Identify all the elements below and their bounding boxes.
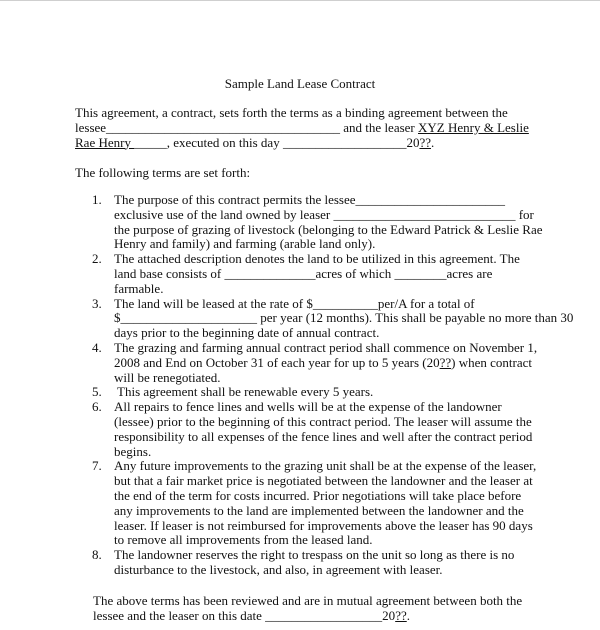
term-item-5 — [92, 385, 532, 400]
term-line: any improvements to the land are implemented between the landowner and the — [114, 502, 524, 518]
term-line: days prior to the beginning date of annual contract. — [114, 325, 380, 341]
term-4-year-blank: ?? — [439, 354, 452, 370]
term-item-6 — [92, 400, 532, 459]
document-title: Sample Land Lease Contract — [224, 76, 376, 91]
term-item-3 — [92, 295, 574, 341]
terms-list — [92, 192, 574, 578]
term-line: Henry and family) and farming (arable land only). — [114, 236, 376, 252]
executed-date-text: _____, executed on this day ___________________20 — [134, 134, 420, 150]
closing-paragraph — [93, 594, 553, 624]
year-blank: ?? — [419, 134, 431, 150]
term-4-line-2-suffix: ) when contract — [451, 354, 533, 370]
term-line: The landowner reserves the right to trespass on the unit so long as there is no — [114, 547, 515, 563]
term-line: The grazing and farming annual contract period shall commence on November 1, — [114, 339, 538, 355]
intro-paragraph — [75, 106, 545, 150]
term-number: 5. — [92, 384, 102, 400]
intro-line-2 — [75, 121, 545, 136]
term-number: 8. — [92, 547, 102, 563]
term-line: exclusive use of the land owned by leaser ____________________________ for — [114, 206, 534, 222]
term-line — [114, 356, 532, 371]
intro-line-3 — [75, 136, 545, 151]
term-line: The purpose of this contract permits the lessee_______________________ — [114, 192, 506, 207]
term-line: All repairs to fence lines and wells will be at the expense of the landowner — [114, 399, 502, 415]
term-number: 7. — [92, 458, 102, 474]
term-line: (lessee) prior to the beginning of this contract period. The leaser will assume the — [114, 413, 532, 429]
lessee-blank-text: lessee____________________________________ and the leaser — [75, 119, 419, 135]
term-line: Any future improvements to the grazing unit shall be at the expense of the leaser, — [114, 458, 537, 474]
closing-line-1: The above terms has been reviewed and are in mutual agreement between both the — [93, 593, 523, 608]
term-line: but that a fair market price is negotiated between the landowner and the leaser at — [114, 473, 533, 489]
term-item-1 — [92, 192, 543, 252]
term-number: 2. — [92, 251, 102, 267]
page-top-border — [0, 0, 600, 1]
term-line: land base consists of ______________acres of which ________acres are — [114, 265, 493, 281]
term-4-line-2-prefix: 2008 and End on October 31 of each year for up to 5 years (20 — [114, 354, 440, 370]
term-line: will be renegotiated. — [114, 369, 221, 385]
leaser-names-part-2: Rae Henry — [75, 134, 135, 150]
leaser-names-part-1: XYZ Henry & Leslie — [418, 119, 529, 135]
term-line: $_____________________ per year (12 months). This shall be payable no more than 30 — [114, 310, 574, 326]
term-number: 4. — [92, 339, 102, 355]
closing-end-period: . — [406, 607, 410, 623]
intro-line-1: This agreement, a contract, sets forth the terms as a binding agreement between the — [75, 105, 508, 120]
term-line: This agreement shall be renewable every 5 years. — [114, 384, 374, 400]
intro-end-period: . — [431, 134, 435, 150]
term-number: 6. — [92, 399, 102, 415]
term-line: the end of the term for costs incurred. Prior negotiations will take place before — [114, 487, 522, 503]
terms-intro: The following terms are set forth: — [75, 165, 251, 180]
term-item-8 — [92, 548, 532, 578]
closing-year-blank: ?? — [395, 607, 407, 623]
term-line: begins. — [114, 443, 152, 459]
term-item-7 — [92, 458, 537, 548]
term-line: disturbance to the livestock, and also, in agreement with leaser. — [114, 561, 443, 577]
term-item-2 — [92, 252, 532, 296]
term-line: to remove all improvements from the leased land. — [114, 532, 373, 548]
term-line: the purpose of grazing of livestock (belonging to the Edward Patrick & Leslie Rae — [114, 221, 543, 237]
term-line: The land will be leased at the rate of $__________per/A for a total of — [114, 295, 475, 311]
term-line: farmable. — [114, 280, 164, 296]
term-number: 3. — [92, 295, 102, 311]
closing-date-text: lessee and the leaser on this date __________________20 — [93, 607, 396, 623]
term-line: The attached description denotes the land to be utilized in this agreement. The — [114, 251, 520, 267]
term-line: responsibility to all expenses of the fence lines and well after the contract period — [114, 428, 533, 444]
closing-line-2 — [93, 609, 553, 624]
term-line: leaser. If leaser is not reimbursed for improvements above the leaser has 90 days — [114, 517, 533, 533]
term-number: 1. — [92, 192, 102, 207]
term-item-4 — [92, 339, 538, 385]
